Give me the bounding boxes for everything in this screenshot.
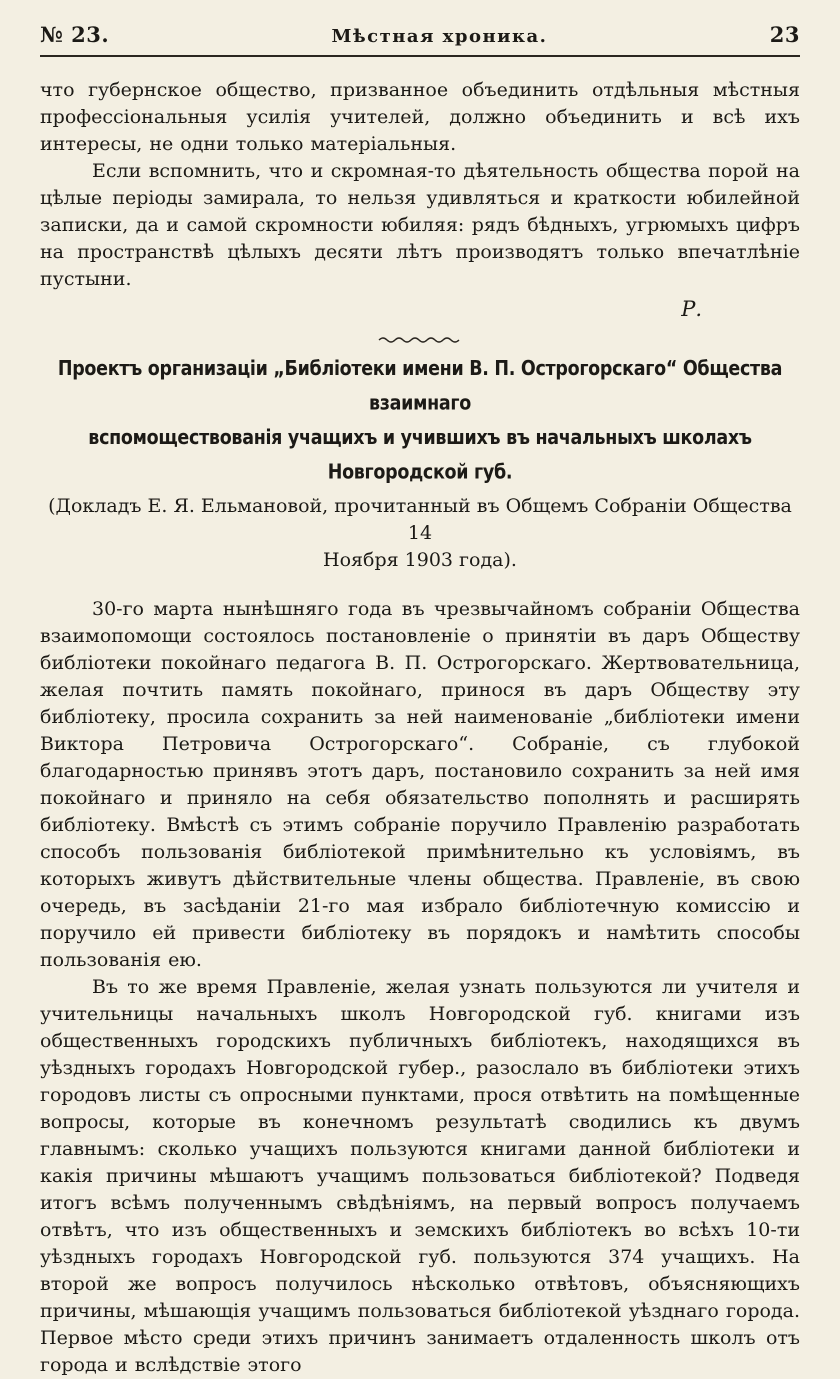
continuation-paragraph-2: Если вспомнить, что и скромная-то дѣятельность общества порой на цѣлые періоды замирала, то нельзя удивляться и краткости юбилейной записки, да и самой скромности юбиляя: рядъ бѣдныхъ, угрюмыхъ цифръ на пространствѣ цѣлыхъ десяти лѣтъ производятъ только впечатлѣніе пустыни. xyxy=(40,160,800,290)
article-paragraph-2: Въ то же время Правленіе, желая узнать пользуются ли учителя и учительницы начальныхъ школъ Новгородской губ. книгами изъ общественныхъ городскихъ публичныхъ библіотекъ, находящихся въ уѣздныхъ городахъ Новгородской губер., разослало въ библіотеки этихъ городовъ листы съ опросными пунктами, прося отвѣтить на помѣщенные вопросы, которые въ конечномъ результатѣ сводились къ двумъ главнымъ: сколько учащихъ пользуются книгами данной библіотеки и какія причины мѣшаютъ учащимъ пользоваться библіотекой? Подведя итогъ всѣмъ полученнымъ свѣдѣніямъ, на первый вопросъ получаемъ отвѣтъ, что изъ общественныхъ и земскихъ библіотекъ во всѣхъ 10-ти уѣздныхъ городахъ Новгородской губ. пользуются 374 учащихъ. На второй же вопросъ получилось нѣсколько отвѣтовъ, объясняющихъ причины, мѣшающія учащимъ пользоваться библіотекой уѣзднаго города. Первое мѣсто среди этихъ причинъ занимаетъ отдаленность школъ отъ города и вслѣдствіе этого xyxy=(40,976,800,1376)
continuation-paragraph-1: что губернское общество, призванное объединить отдѣльныя мѣстныя профессіональныя усилія учителей, должно объединить и всѣ ихъ интересы, не одни только матеріальныя. xyxy=(40,79,800,155)
running-header xyxy=(40,22,800,57)
article-paragraph-1: 30-го марта нынѣшняго года въ чрезвычайномъ собраніи Общества взаимопомощи состоялось постановленіе о принятіи въ даръ Обществу библіотеки покойнаго педагога В. П. Острогорскаго. Жертвовательница, желая почтить память покойнаго, принося въ даръ Обществу эту библіотеку, просила сохранить за ней наименованіе „библіотеки имени Виктора Петровича Острогорскаго“. Собраніе, съ глубокой благодарностью принявъ этотъ даръ, постановило сохранить за ней имя покойнаго и приняло на себя обязательство пополнять и расширять библіотеку. Вмѣстѣ съ этимъ собраніе поручило Правленію разработать способъ пользованія библіотекой примѣнительно къ условіямъ, въ которыхъ живутъ дѣйствительные члены общества. Правленіе, въ свою очередь, въ засѣданіи 21-го мая избрало библіотечную комиссію и поручило ей привести библіотеку въ порядокъ и намѣтить способы пользованія ею. xyxy=(40,598,800,971)
article-heading-line-2: вспомоществованія учащихъ и учившихъ въ начальныхъ школахъ Новгородской губ. xyxy=(88,426,752,485)
article-subtitle-line-2: Ноября 1903 года). xyxy=(323,549,517,571)
article-heading xyxy=(40,352,800,490)
wavy-divider-icon xyxy=(377,335,463,345)
page-number: 23 xyxy=(769,22,800,47)
article-subtitle xyxy=(40,493,800,574)
article-heading-line-1: Проектъ организаціи „Библіотеки имени В. П. Острогорскаго“ Общества взаимнаго xyxy=(57,357,783,416)
author-signature: Р. xyxy=(681,297,702,321)
article-subtitle-line-1: (Докладъ Е. Я. Ельмановой, прочитанный въ Общемъ Собраніи Общества 14 xyxy=(48,495,792,544)
section-title: Мѣстная хроника. xyxy=(331,26,548,47)
issue-number: № 23. xyxy=(40,22,110,47)
